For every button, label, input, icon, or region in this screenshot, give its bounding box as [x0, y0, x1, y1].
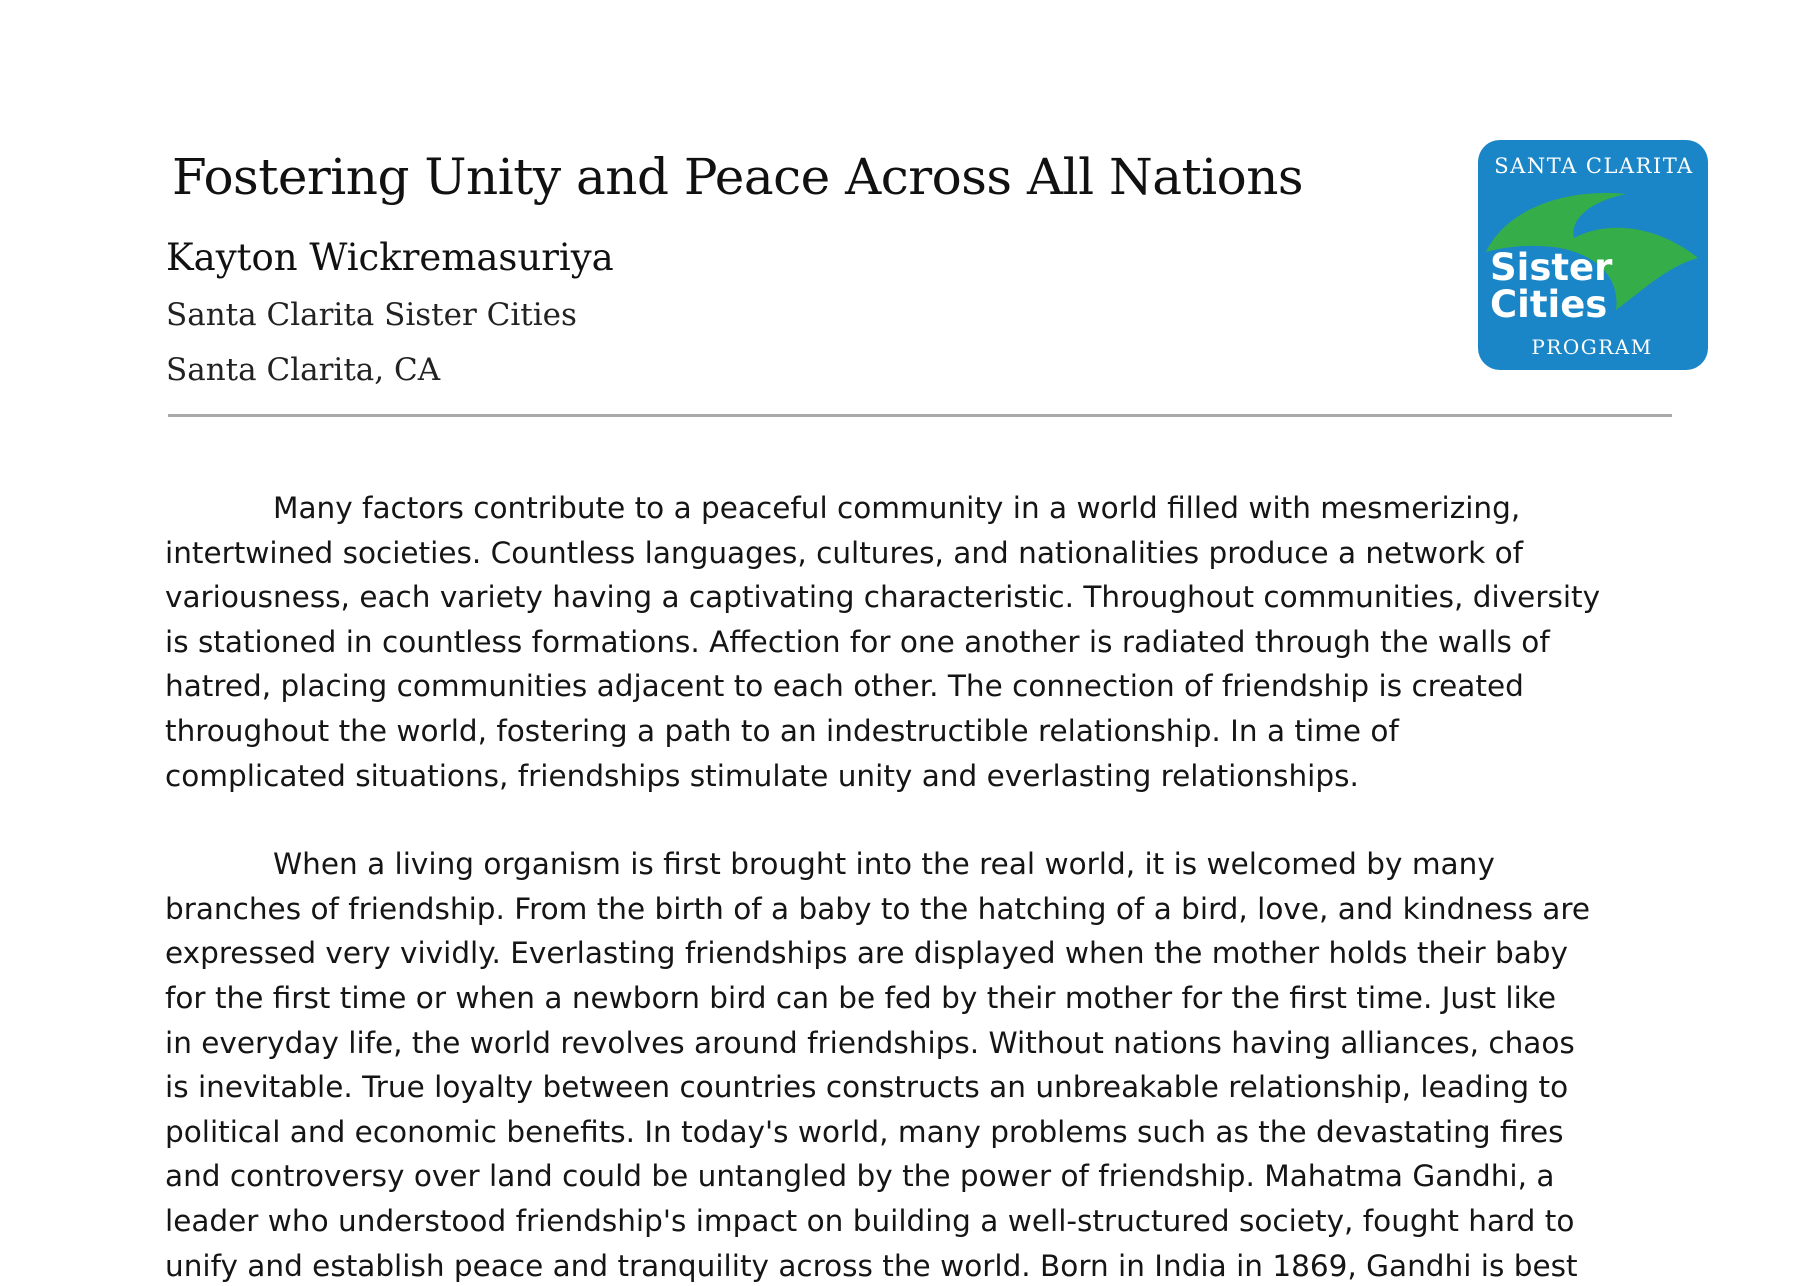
- sister-cities-logo: [1478, 140, 1708, 370]
- body-paragraph-2: [165, 842, 1665, 1286]
- paragraph-line: throughout the world, fostering a path to an indestructible relationship. In a time of: [165, 713, 1399, 748]
- paragraph-line: hatred, placing communities adjacent to each other. The connection of friendship is created: [165, 669, 1524, 704]
- paragraph-line: is inevitable. True loyalty between countries constructs an unbreakable relationship, leading to: [165, 1070, 1569, 1105]
- logo-top-text: SANTA CLARITA: [1494, 154, 1694, 178]
- logo-title-line2: Cities: [1490, 283, 1608, 326]
- author-location: Santa Clarita, CA: [166, 352, 441, 388]
- paragraph-line: unify and establish peace and tranquility across the world. Born in India in 1869, Gandhi is best: [165, 1248, 1578, 1283]
- paragraph-line: in everyday life, the world revolves around friendships. Without nations having alliances, chaos: [165, 1025, 1575, 1060]
- paragraph-line: is stationed in countless formations. Affection for one another is radiated through the walls of: [165, 624, 1550, 659]
- body-paragraph-1: [165, 486, 1665, 798]
- paragraph-line: intertwined societies. Countless languages, cultures, and nationalities produce a network of: [165, 535, 1524, 570]
- header-divider: [168, 414, 1672, 417]
- paragraph-line: political and economic benefits. In today's world, many problems such as the devastating fires: [165, 1114, 1564, 1149]
- paragraph-line: complicated situations, friendships stimulate unity and everlasting relationships.: [165, 758, 1359, 793]
- paragraph-line: expressed very vividly. Everlasting friendships are displayed when the mother holds their baby: [165, 936, 1568, 971]
- paragraph-line: leader who understood friendship's impact on building a well-structured society, fought hard to: [165, 1203, 1575, 1238]
- paragraph-line: When a living organism is first brought into the real world, it is welcomed by many: [273, 847, 1495, 882]
- essay-title: Fostering Unity and Peace Across All Nations: [172, 148, 1304, 206]
- essay-body: [165, 486, 1665, 1286]
- author-name: Kayton Wickremasuriya: [166, 236, 614, 279]
- logo-title-line1: Sister: [1490, 246, 1613, 289]
- paragraph-line: variousness, each variety having a captivating characteristic. Throughout communities, diversity: [165, 580, 1601, 615]
- paragraph-line: Many factors contribute to a peaceful community in a world filled with mesmerizing,: [273, 491, 1521, 525]
- author-organization: Santa Clarita Sister Cities: [166, 297, 577, 333]
- paragraph-line: and controversy over land could be untangled by the power of friendship. Mahatma Gandhi, a: [165, 1159, 1555, 1194]
- logo-bottom-text: PROGRAM: [1531, 335, 1653, 359]
- paragraph-line: for the first time or when a newborn bird can be fed by their mother for the first time. Just like: [165, 980, 1556, 1015]
- paragraph-line: branches of friendship. From the birth of a baby to the hatching of a bird, love, and kindness are: [165, 891, 1591, 926]
